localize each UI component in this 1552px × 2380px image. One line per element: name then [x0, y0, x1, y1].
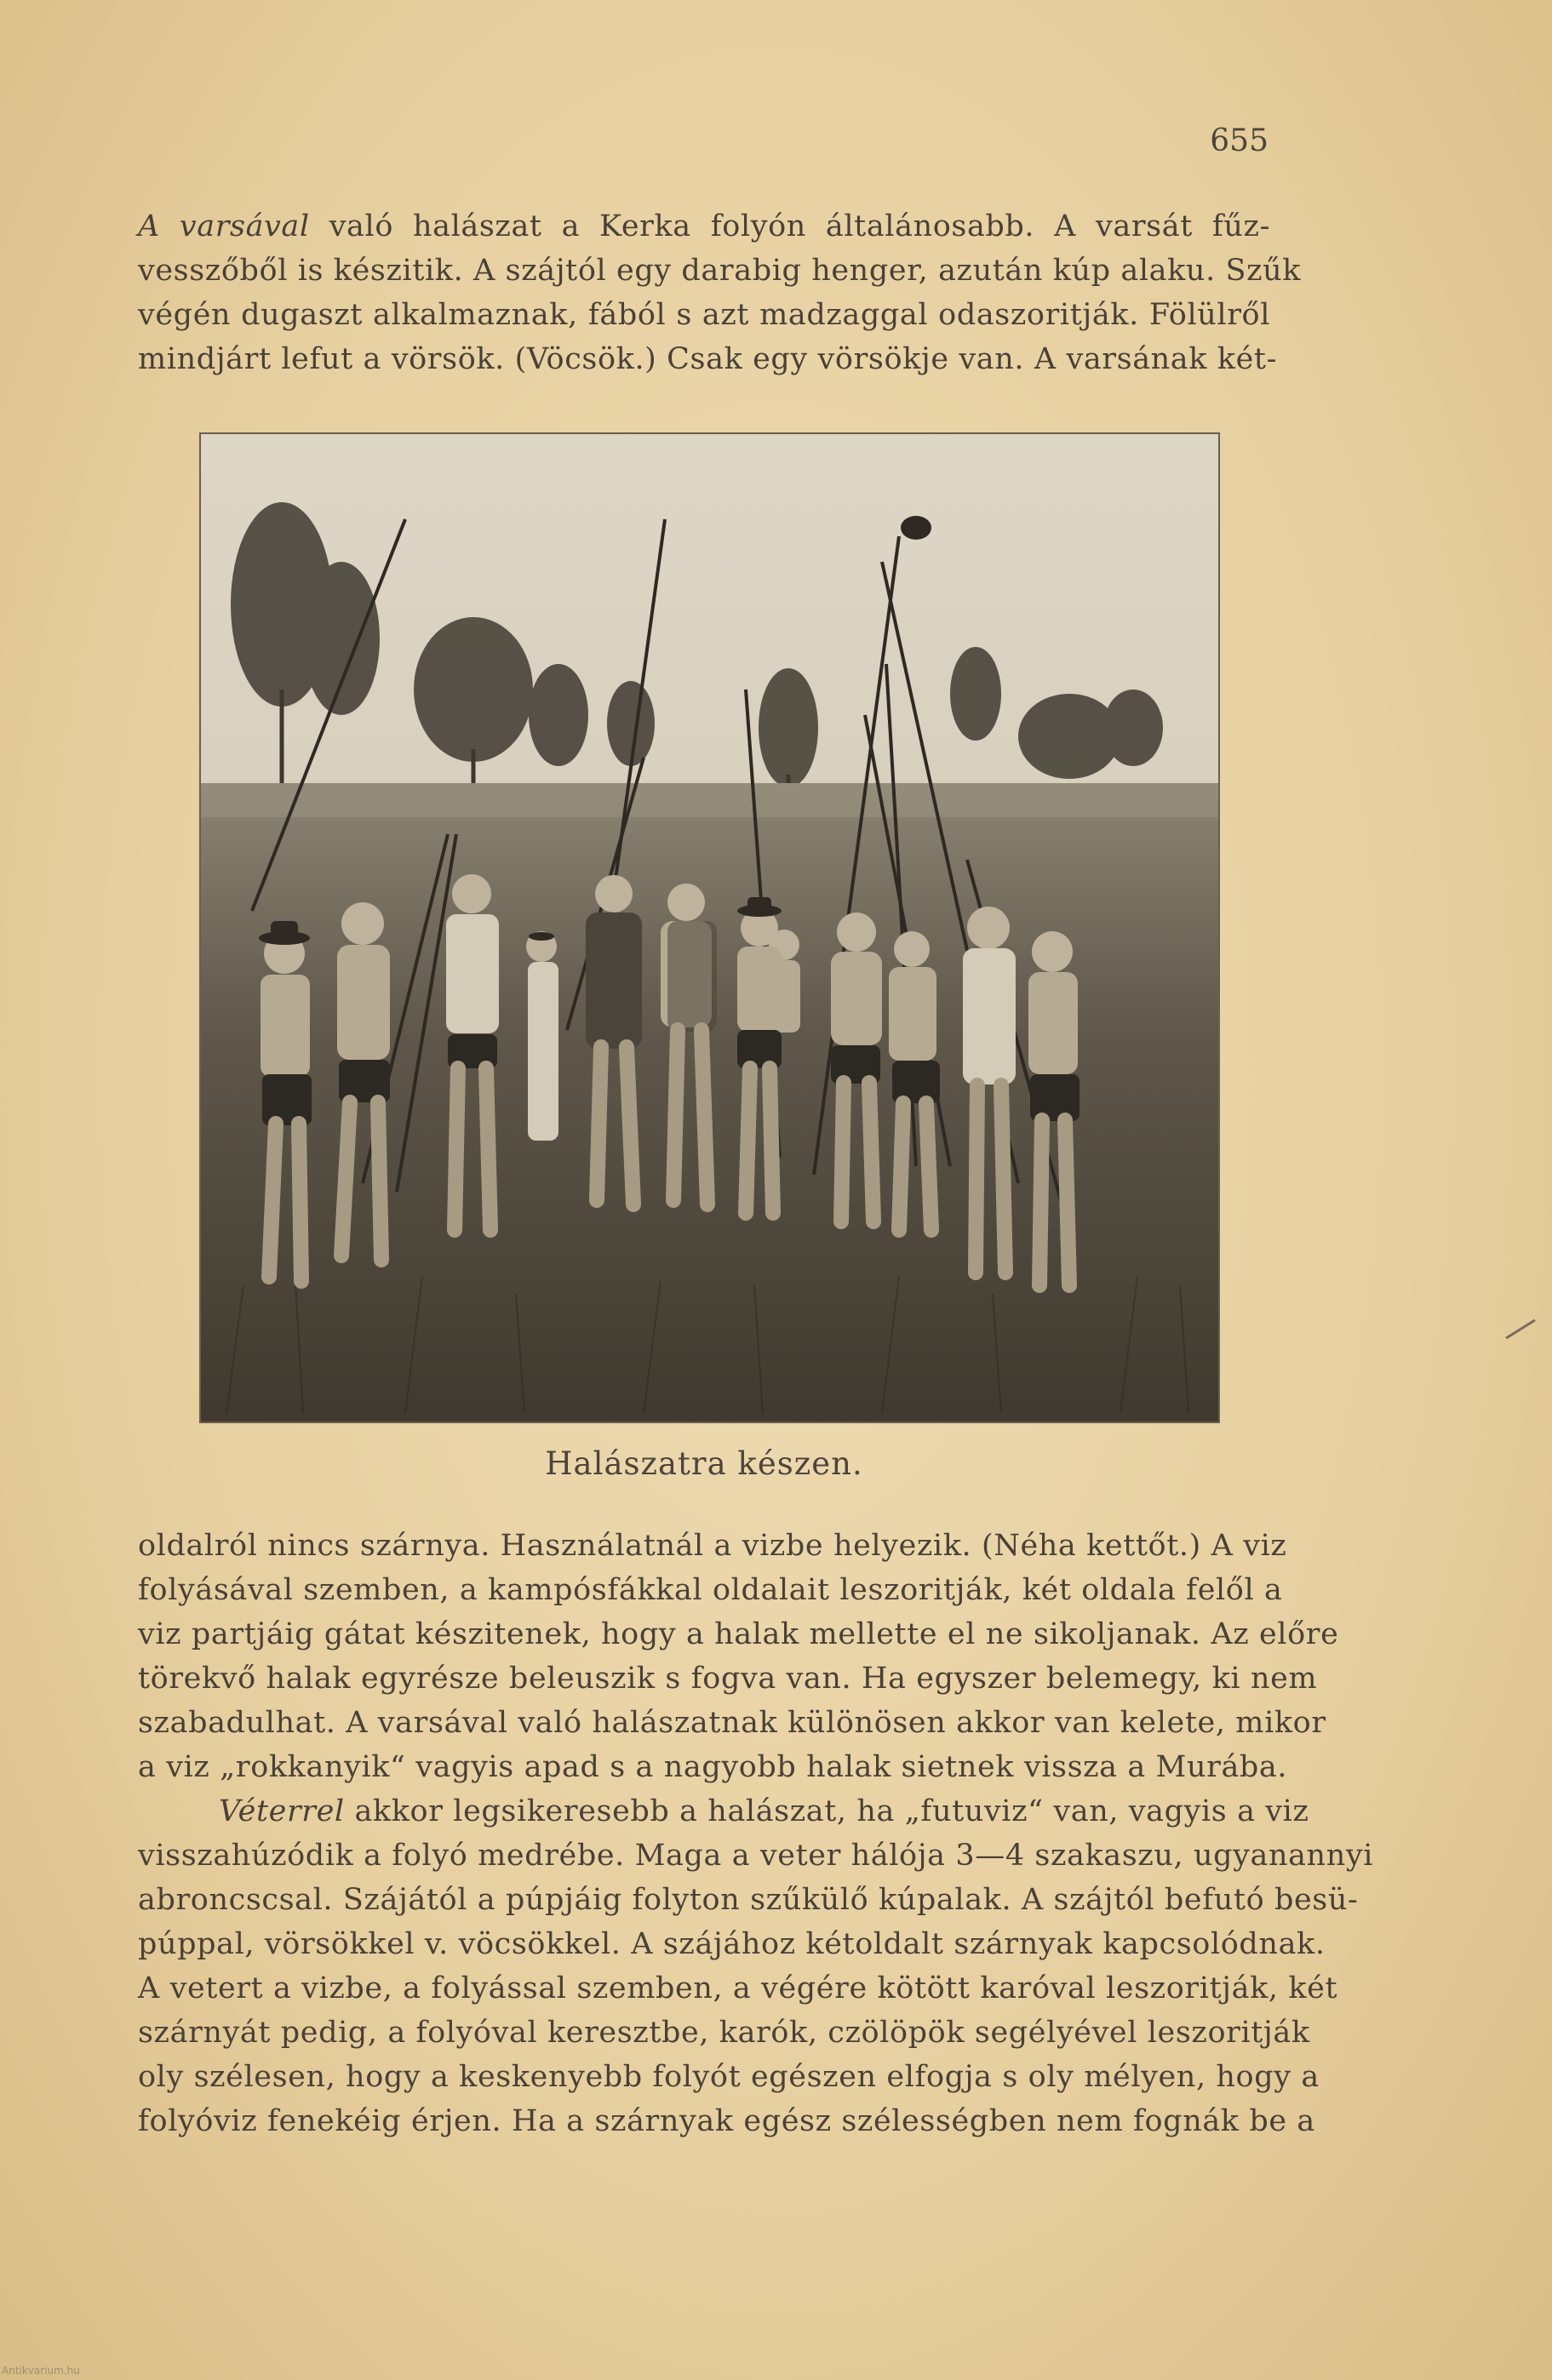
text-line: Véterrel akkor legsikeresebb a halászat, ha „futuviz“ van, vagyis a viz — [219, 1794, 1309, 1828]
paragraph-top — [138, 204, 1302, 381]
paragraph-bottom — [138, 1524, 1373, 2143]
photo-illustration — [201, 434, 1218, 1422]
text-line: oldalról nincs szárnya. Használatnál a vizbe helyezik. (Néha kettőt.) A viz — [138, 1529, 1287, 1563]
text-line: mindjárt lefut a vörsök. (Vöcsök.) Csak egy vörsökje van. A varsának két- — [138, 342, 1278, 376]
text-line: szárnyát pedig, a folyóval keresztbe, karók, czölöpök segélyével leszoritják — [138, 2016, 1310, 2050]
text-line: szabadulhat. A varsával való halászatnak különösen akkor van kelete, mikor — [138, 1706, 1326, 1740]
text-line: folyóviz fenekéig érjen. Ha a szárnyak egész szélességben nem fognák be a — [138, 2104, 1315, 2138]
page-number: 655 — [1210, 123, 1269, 158]
italic-term: Véterrel — [219, 1794, 345, 1828]
footer-watermark: Antikvarium.hu — [2, 2365, 80, 2377]
text-line: púppal, vörsökkel v. vöcsökkel. A szájához kétoldalt szárnyak kapcsolódnak. — [138, 1927, 1326, 1961]
photograph — [199, 432, 1220, 1423]
text-line: A vetert a vizbe, a folyással szemben, a végére kötött karóval leszoritják, két — [138, 1971, 1338, 2005]
text-line: abroncscsal. Szájától a púpjáig folyton szűkülő kúpalak. A szájtól befutó besü- — [138, 1883, 1359, 1917]
text-line: törekvő halak egyrésze beleuszik s fogva van. Ha egyszer belemegy, ki nem — [138, 1662, 1318, 1696]
text-line: folyásával szemben, a kampósfákkal oldalait leszoritják, két oldala felől a — [138, 1573, 1283, 1607]
text-line: visszahúzódik a folyó medrébe. Maga a veter hálója 3—4 szakaszu, ugyanannyi — [138, 1839, 1373, 1873]
text-line: viz partjáig gátat készitenek, hogy a halak mellette el ne sikoljanak. Az előre — [138, 1617, 1339, 1651]
text-line: vesszőből is készitik. A szájtól egy darabig henger, azután kúp alaku. Szűk — [138, 254, 1302, 288]
figure-caption: Halászatra készen. — [545, 1445, 863, 1482]
text-line: végén dugaszt alkalmaznak, fából s azt madzaggal odaszoritják. Fölülről — [138, 298, 1270, 332]
italic-term: A varsával — [138, 209, 310, 243]
text-line: a viz „rokkanyik“ vagyis apad s a nagyobb halak sietnek vissza a Murába. — [138, 1750, 1288, 1784]
text-line: A varsával való halászat a Kerka folyón általánosabb. A varsát fűz- — [138, 209, 1271, 243]
text-line: oly szélesen, hogy a keskenyebb folyót egészen elfogja s oly mélyen, hogy a — [138, 2060, 1320, 2094]
margin-pencil-mark — [1505, 1319, 1536, 1340]
